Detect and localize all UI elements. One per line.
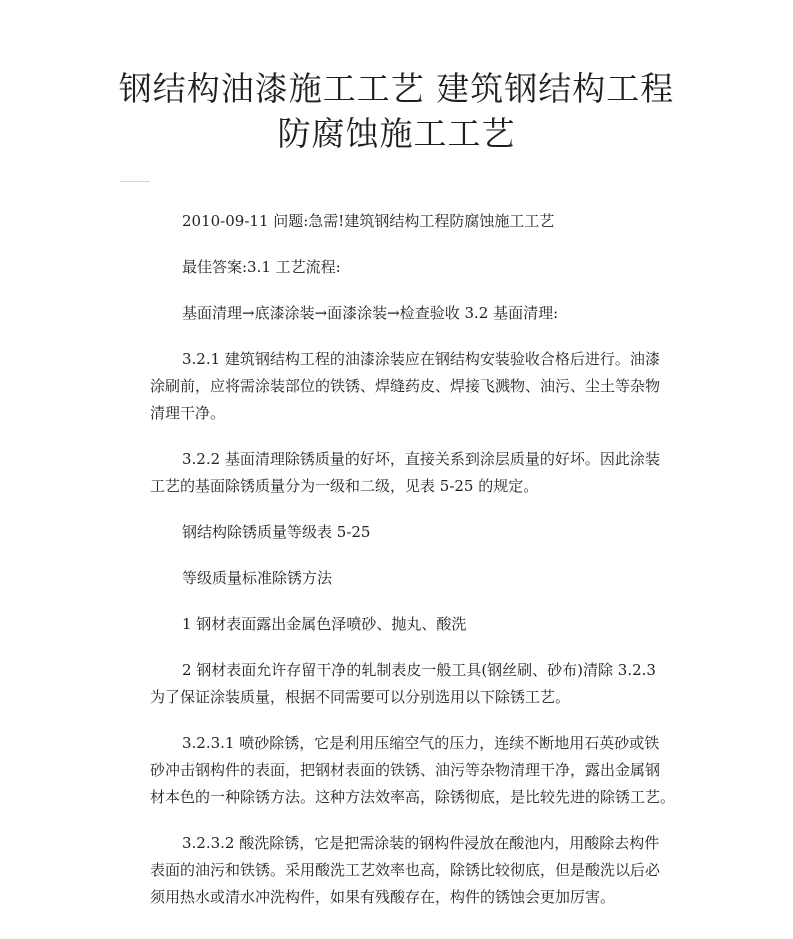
paragraph [118,519,678,546]
text-line: 等级质量标准除锈方法 [182,569,333,587]
text-line: 最佳答案:3.1 工艺流程: [182,258,341,276]
document-body [118,208,678,930]
text-line: 材本色的一种除锈方法。这种方法效率高，除锈彻底，是比较先进的除锈工艺。 [150,788,676,806]
text-line: 工艺的基面除锈质量分为一级和二级，见表 5-25 的规定。 [150,477,539,495]
paragraph [118,254,678,281]
text-line: 3.2.3.2 酸洗除锈，它是把需涂装的钢构件浸放在酸池内，用酸除去构件 [182,834,660,852]
paragraph [118,611,678,638]
paragraph [118,657,678,711]
title-line-1: 钢结构油漆施工工艺 建筑钢结构工程 [118,69,675,109]
text-line: 为了保证涂装质量，根据不同需要可以分别选用以下除锈工艺。 [150,688,571,706]
text-line: 须用热水或清水冲洗构件，如果有残酸存在，构件的锈蚀会更加厉害。 [150,888,616,906]
paragraph [118,208,678,235]
text-line: 清理干净。 [150,404,226,422]
text-line: 2 钢材表面允许存留干净的轧制表皮一般工具(钢丝刷、砂布)清除 3.2.3 [182,661,656,679]
paragraph [118,730,678,811]
paragraph [118,446,678,500]
text-line: 3.2.3.1 喷砂除锈，它是利用压缩空气的压力，连续不断地用石英砂或铁 [182,734,660,752]
text-line: 2010-09-11 问题:急需!建筑钢结构工程防腐蚀施工工艺 [182,212,555,230]
divider [120,181,150,182]
paragraph [118,565,678,592]
text-line: 3.2.1 建筑钢结构工程的油漆涂装应在钢结构安装验收合格后进行。油漆 [182,350,660,368]
text-line: 砂冲击钢构件的表面，把钢材表面的铁锈、油污等杂物清理干净，露出金属钢 [150,761,661,779]
text-line: 表面的油污和铁锈。采用酸洗工艺效率也高，除锈比较彻底，但是酸洗以后必 [150,861,661,879]
text-line: 1 钢材表面露出金属色泽喷砂、抛丸、酸洗 [182,615,467,633]
text-line: 钢结构除锈质量等级表 5-25 [182,523,371,541]
paragraph [118,346,678,427]
paragraph [118,300,678,327]
text-line: 3.2.2 基面清理除锈质量的好坏，直接关系到涂层质量的好坏。因此涂装 [182,450,660,468]
text-line: 基面清理→底漆涂装→面漆涂装→检查验收 3.2 基面清理: [182,304,559,322]
title-line-2: 防腐蚀施工工艺 [277,114,516,154]
text-line: 涂刷前，应将需涂装部位的铁锈、焊缝药皮、焊接飞溅物、油污、尘土等杂物 [150,377,661,395]
document-title [100,66,693,156]
paragraph [118,830,678,911]
